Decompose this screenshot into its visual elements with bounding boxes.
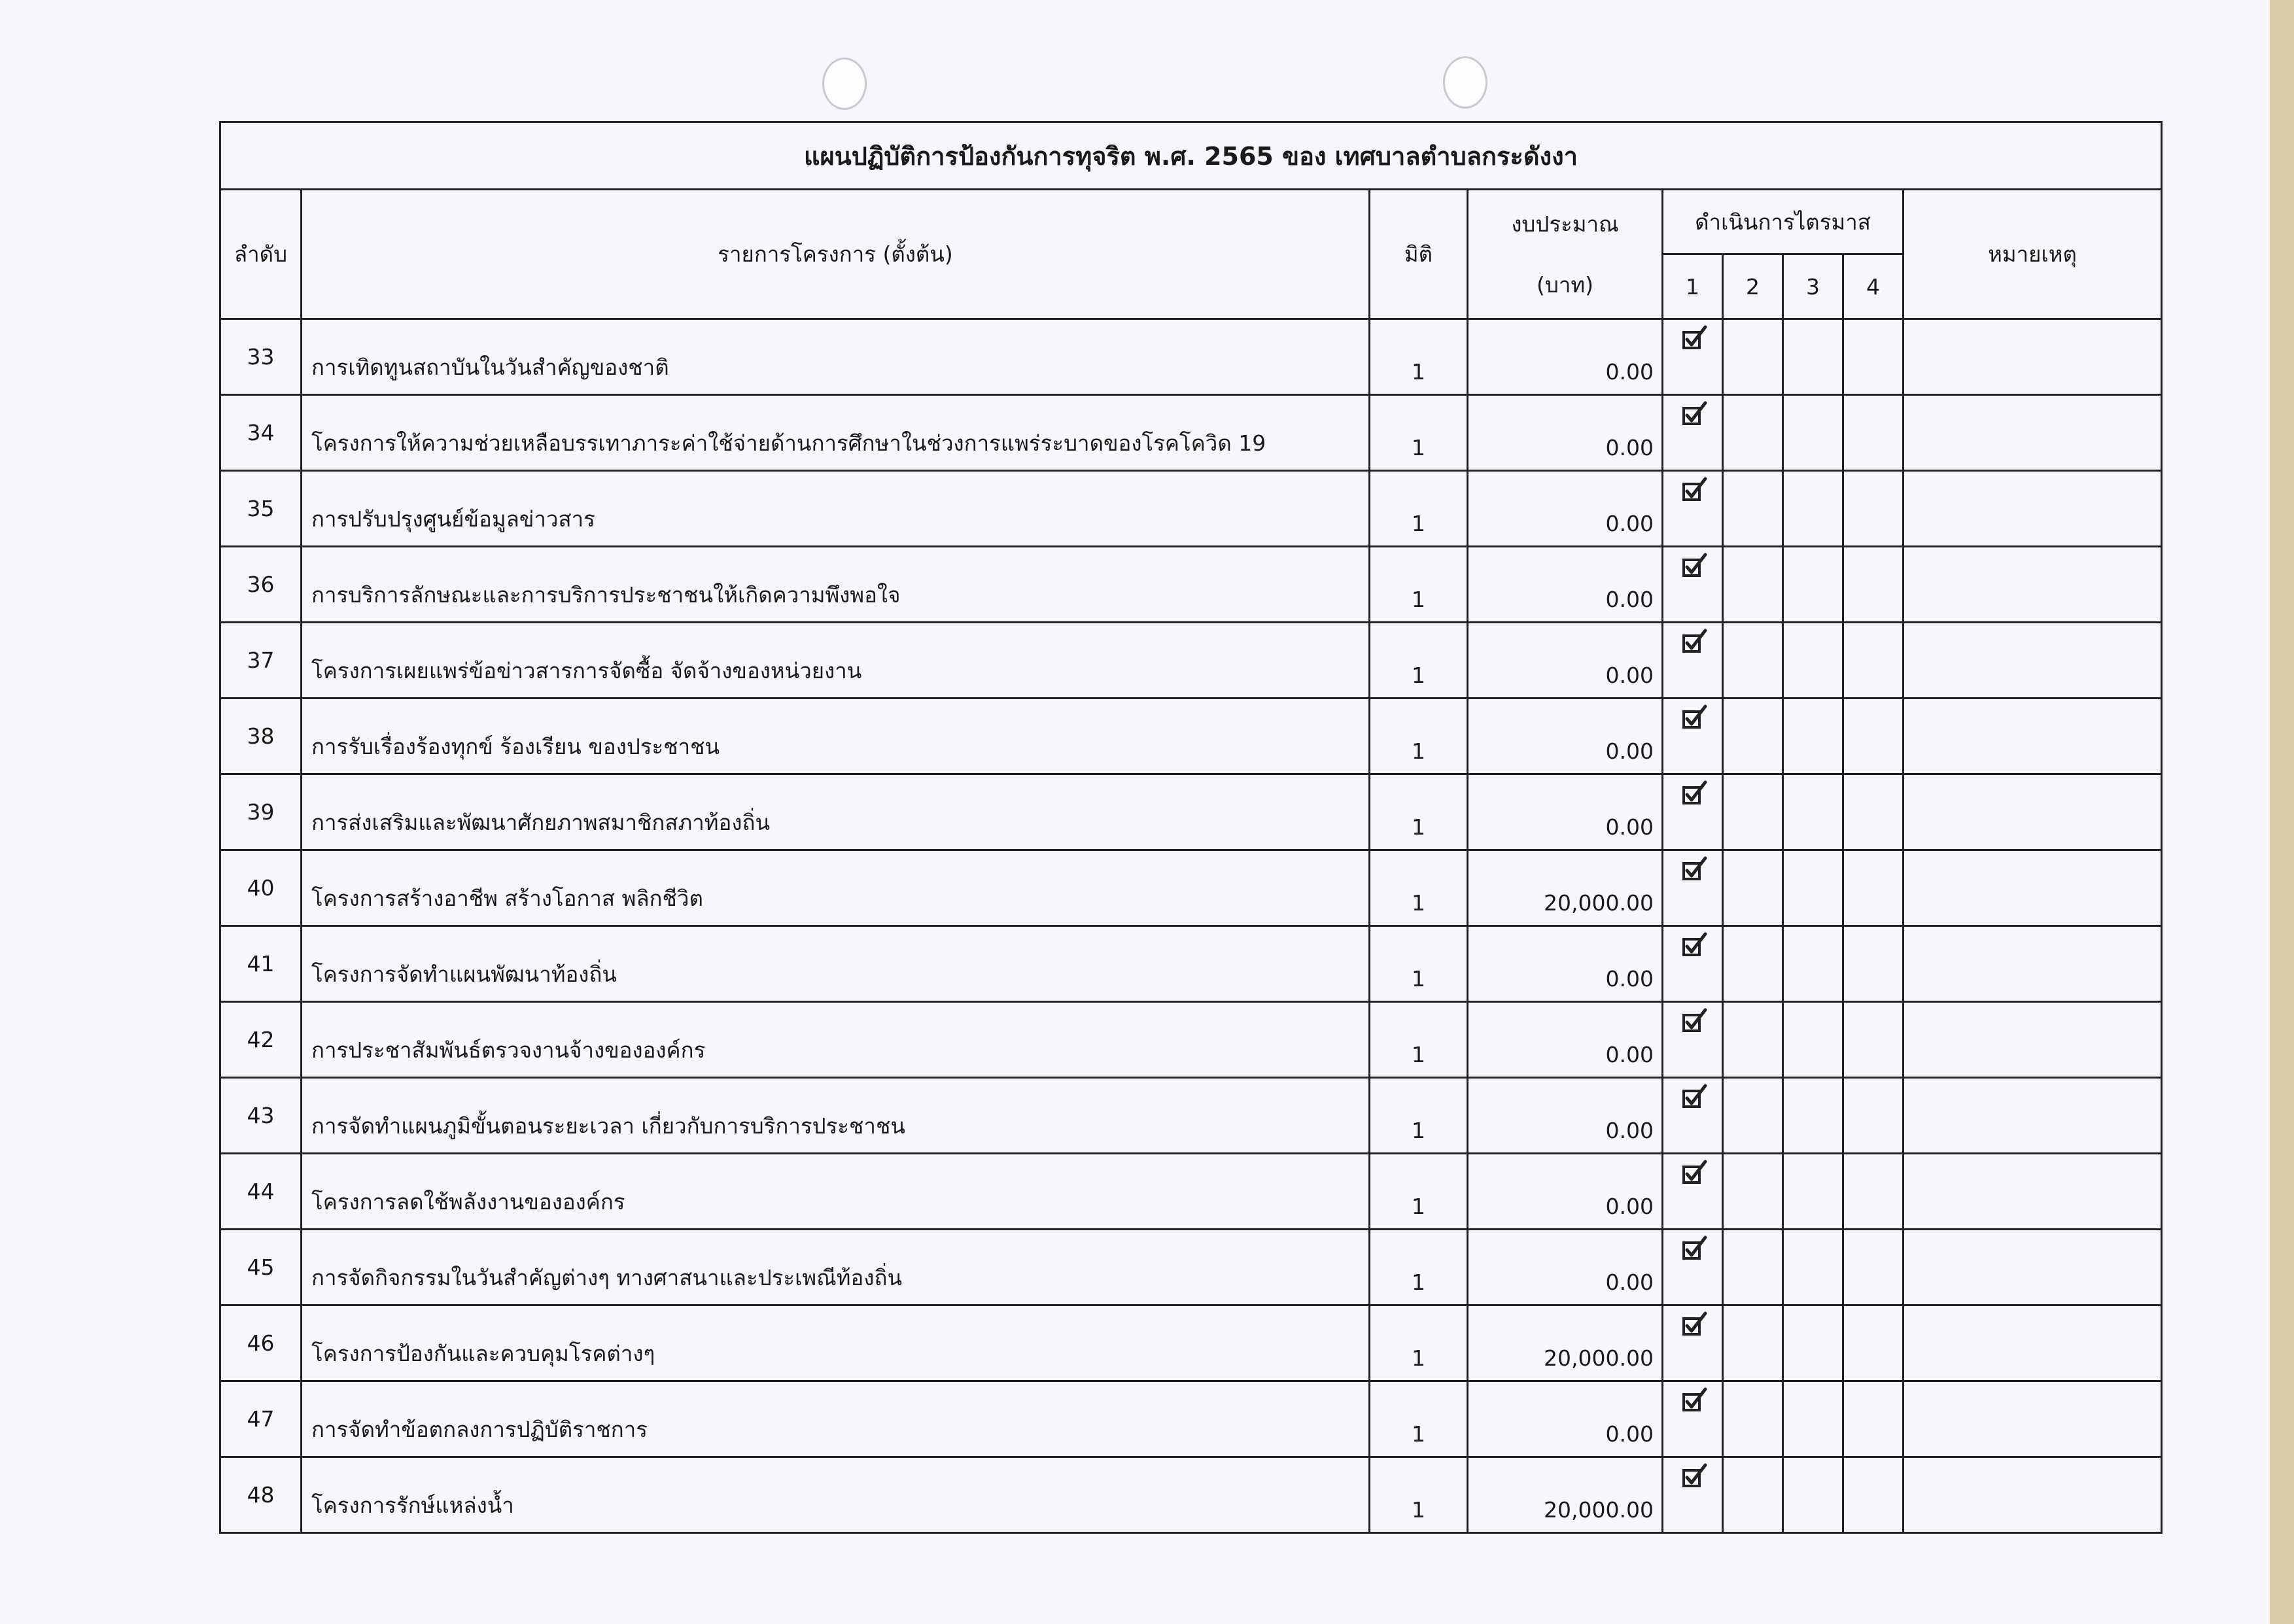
col-header-dimension: มิติ xyxy=(1370,190,1468,319)
project-name: โครงการให้ความช่วยเหลือบรรเทาภาระค่าใช้จ่ายด้านการศึกษาในช่วงการแพร่ระบาดของโรคโควิด 19 xyxy=(302,395,1370,471)
checked-box-icon xyxy=(1682,1387,1708,1413)
checked-box-icon xyxy=(1682,856,1708,882)
checked-box-icon xyxy=(1682,780,1708,806)
checked-box-icon xyxy=(1682,401,1708,427)
row-number: 48 xyxy=(220,1457,302,1533)
quarter-3-cell xyxy=(1783,1230,1843,1305)
quarter-3-cell xyxy=(1783,319,1843,395)
budget-amount: 0.00 xyxy=(1468,471,1663,547)
table-row xyxy=(220,1381,2162,1457)
project-name: โครงการจัดทำแผนพัฒนาท้องถิ่น xyxy=(302,926,1370,1002)
quarter-3-cell xyxy=(1783,1305,1843,1381)
quarter-1-cell xyxy=(1663,1230,1723,1305)
quarter-3-cell xyxy=(1783,1457,1843,1533)
row-number: 41 xyxy=(220,926,302,1002)
dimension-value: 1 xyxy=(1370,1078,1468,1154)
row-number: 42 xyxy=(220,1002,302,1078)
quarter-1-cell xyxy=(1663,547,1723,623)
budget-amount: 0.00 xyxy=(1468,547,1663,623)
quarter-4-cell xyxy=(1843,547,1903,623)
quarter-2-cell xyxy=(1723,1154,1783,1230)
table-row xyxy=(220,1305,2162,1381)
checked-box-icon xyxy=(1682,932,1708,958)
quarter-1-cell xyxy=(1663,850,1723,926)
col-header-quarter: ดำเนินการไตรมาส xyxy=(1663,190,1903,254)
dimension-value: 1 xyxy=(1370,1381,1468,1457)
checked-box-icon xyxy=(1682,477,1708,503)
quarter-1-cell xyxy=(1663,1154,1723,1230)
checked-box-icon xyxy=(1682,1235,1708,1262)
quarter-4-cell xyxy=(1843,1154,1903,1230)
dimension-value: 1 xyxy=(1370,1002,1468,1078)
checked-box-icon xyxy=(1682,1008,1708,1034)
remark-cell xyxy=(1903,1154,2162,1230)
row-number: 38 xyxy=(220,699,302,774)
quarter-1-cell xyxy=(1663,623,1723,699)
checked-box-icon xyxy=(1682,1311,1708,1338)
row-number: 40 xyxy=(220,850,302,926)
quarter-1-cell xyxy=(1663,1305,1723,1381)
quarter-4-cell xyxy=(1843,395,1903,471)
quarter-3-cell xyxy=(1783,623,1843,699)
quarter-2-cell xyxy=(1723,1002,1783,1078)
quarter-4-cell xyxy=(1843,1230,1903,1305)
row-number: 35 xyxy=(220,471,302,547)
dimension-value: 1 xyxy=(1370,623,1468,699)
quarter-2-cell xyxy=(1723,926,1783,1002)
quarter-2-cell xyxy=(1723,1305,1783,1381)
table-row xyxy=(220,395,2162,471)
quarter-2-cell xyxy=(1723,1381,1783,1457)
col-header-quarter-1: 1 xyxy=(1663,254,1723,319)
project-name: การเทิดทูนสถาบันในวันสำคัญของชาติ xyxy=(302,319,1370,395)
quarter-4-cell xyxy=(1843,1457,1903,1533)
quarter-4-cell xyxy=(1843,1002,1903,1078)
table-row xyxy=(220,319,2162,395)
budget-amount: 0.00 xyxy=(1468,1154,1663,1230)
project-name: การปรับปรุงศูนย์ข้อมูลข่าวสาร xyxy=(302,471,1370,547)
budget-amount: 0.00 xyxy=(1468,699,1663,774)
remark-cell xyxy=(1903,547,2162,623)
checked-box-icon xyxy=(1682,1084,1708,1110)
budget-amount: 0.00 xyxy=(1468,623,1663,699)
remark-cell xyxy=(1903,395,2162,471)
quarter-3-cell xyxy=(1783,471,1843,547)
budget-amount: 0.00 xyxy=(1468,926,1663,1002)
col-header-quarter-3: 3 xyxy=(1783,254,1843,319)
col-header-no: ลำดับ xyxy=(220,190,302,319)
budget-amount: 0.00 xyxy=(1468,774,1663,850)
project-name: โครงการรักษ์แหล่งน้ำ xyxy=(302,1457,1370,1533)
project-name: การจัดทำข้อตกลงการปฏิบัติราชการ xyxy=(302,1381,1370,1457)
table-row xyxy=(220,471,2162,547)
row-number: 45 xyxy=(220,1230,302,1305)
dimension-value: 1 xyxy=(1370,1230,1468,1305)
remark-cell xyxy=(1903,1078,2162,1154)
quarter-3-cell xyxy=(1783,395,1843,471)
row-number: 37 xyxy=(220,623,302,699)
quarter-4-cell xyxy=(1843,1078,1903,1154)
quarter-1-cell xyxy=(1663,1457,1723,1533)
quarter-3-cell xyxy=(1783,926,1843,1002)
remark-cell xyxy=(1903,850,2162,926)
quarter-2-cell xyxy=(1723,395,1783,471)
checked-box-icon xyxy=(1682,553,1708,579)
row-number: 47 xyxy=(220,1381,302,1457)
table-row xyxy=(220,1002,2162,1078)
table-row xyxy=(220,699,2162,774)
row-number: 46 xyxy=(220,1305,302,1381)
quarter-4-cell xyxy=(1843,623,1903,699)
quarter-1-cell xyxy=(1663,319,1723,395)
quarter-2-cell xyxy=(1723,1457,1783,1533)
col-header-quarter-4: 4 xyxy=(1843,254,1903,319)
project-name: โครงการเผยแพร่ข้อข่าวสารการจัดซื้อ จัดจ้างของหน่วยงาน xyxy=(302,623,1370,699)
quarter-3-cell xyxy=(1783,699,1843,774)
quarter-1-cell xyxy=(1663,926,1723,1002)
dimension-value: 1 xyxy=(1370,699,1468,774)
dimension-value: 1 xyxy=(1370,547,1468,623)
dimension-value: 1 xyxy=(1370,1457,1468,1533)
remark-cell xyxy=(1903,699,2162,774)
remark-cell xyxy=(1903,471,2162,547)
remark-cell xyxy=(1903,926,2162,1002)
dimension-value: 1 xyxy=(1370,395,1468,471)
quarter-4-cell xyxy=(1843,926,1903,1002)
quarter-4-cell xyxy=(1843,774,1903,850)
quarter-4-cell xyxy=(1843,1381,1903,1457)
row-number: 36 xyxy=(220,547,302,623)
remark-cell xyxy=(1903,1230,2162,1305)
quarter-2-cell xyxy=(1723,774,1783,850)
page-edge xyxy=(2270,0,2294,1624)
table-row xyxy=(220,850,2162,926)
table-row xyxy=(220,774,2162,850)
checked-box-icon xyxy=(1682,704,1708,731)
table-row xyxy=(220,926,2162,1002)
project-name: การรับเรื่องร้องทุกข์ ร้องเรียน ของประชาชน xyxy=(302,699,1370,774)
col-header-project: รายการโครงการ (ตั้งต้น) xyxy=(302,190,1370,319)
page-title: แผนปฏิบัติการป้องกันการทุจริต พ.ศ. 2565 ของ เทศบาลตำบลกระดังงา xyxy=(220,122,2162,190)
quarter-1-cell xyxy=(1663,395,1723,471)
remark-cell xyxy=(1903,1305,2162,1381)
checked-box-icon xyxy=(1682,1463,1708,1489)
budget-amount: 0.00 xyxy=(1468,319,1663,395)
col-header-budget xyxy=(1468,190,1663,319)
col-header-remark: หมายเหตุ xyxy=(1903,190,2162,319)
row-number: 44 xyxy=(220,1154,302,1230)
dimension-value: 1 xyxy=(1370,471,1468,547)
table-row xyxy=(220,1078,2162,1154)
remark-cell xyxy=(1903,1457,2162,1533)
dimension-value: 1 xyxy=(1370,774,1468,850)
quarter-3-cell xyxy=(1783,1381,1843,1457)
remark-cell xyxy=(1903,774,2162,850)
quarter-1-cell xyxy=(1663,1381,1723,1457)
dimension-value: 1 xyxy=(1370,1305,1468,1381)
project-name: การบริการลักษณะและการบริการประชาชนให้เกิดความพึงพอใจ xyxy=(302,547,1370,623)
table-row xyxy=(220,1230,2162,1305)
quarter-2-cell xyxy=(1723,471,1783,547)
project-name: โครงการสร้างอาชีพ สร้างโอกาส พลิกชีวิต xyxy=(302,850,1370,926)
quarter-2-cell xyxy=(1723,1230,1783,1305)
quarter-1-cell xyxy=(1663,699,1723,774)
budget-amount: 0.00 xyxy=(1468,1078,1663,1154)
quarter-2-cell xyxy=(1723,1078,1783,1154)
project-name: โครงการป้องกันและควบคุมโรคต่างๆ xyxy=(302,1305,1370,1381)
checked-box-icon xyxy=(1682,325,1708,351)
table-body xyxy=(220,319,2162,1533)
budget-amount: 0.00 xyxy=(1468,1230,1663,1305)
project-name: การส่งเสริมและพัฒนาศักยภาพสมาชิกสภาท้องถิ่น xyxy=(302,774,1370,850)
quarter-2-cell xyxy=(1723,699,1783,774)
quarter-2-cell xyxy=(1723,547,1783,623)
project-name: การประชาสัมพันธ์ตรวจงานจ้างขององค์กร xyxy=(302,1002,1370,1078)
quarter-4-cell xyxy=(1843,319,1903,395)
quarter-4-cell xyxy=(1843,850,1903,926)
quarter-3-cell xyxy=(1783,1002,1843,1078)
remark-cell xyxy=(1903,1002,2162,1078)
quarter-3-cell xyxy=(1783,1154,1843,1230)
quarter-3-cell xyxy=(1783,547,1843,623)
budget-amount: 20,000.00 xyxy=(1468,1457,1663,1533)
row-number: 33 xyxy=(220,319,302,395)
table-row xyxy=(220,1457,2162,1533)
table-row xyxy=(220,623,2162,699)
remark-cell xyxy=(1903,623,2162,699)
dimension-value: 1 xyxy=(1370,1154,1468,1230)
quarter-4-cell xyxy=(1843,471,1903,547)
quarter-4-cell xyxy=(1843,1305,1903,1381)
dimension-value: 1 xyxy=(1370,850,1468,926)
quarter-1-cell xyxy=(1663,471,1723,547)
col-header-budget-line1: งบประมาณ xyxy=(1511,211,1619,237)
remark-cell xyxy=(1903,1381,2162,1457)
row-number: 39 xyxy=(220,774,302,850)
budget-amount: 20,000.00 xyxy=(1468,850,1663,926)
col-header-budget-line2: (บาท) xyxy=(1537,271,1593,298)
dimension-value: 1 xyxy=(1370,319,1468,395)
row-number: 43 xyxy=(220,1078,302,1154)
budget-amount: 0.00 xyxy=(1468,1381,1663,1457)
project-name: การจัดทำแผนภูมิขั้นตอนระยะเวลา เกี่ยวกับการบริการประชาชน xyxy=(302,1078,1370,1154)
quarter-1-cell xyxy=(1663,774,1723,850)
punch-hole-left xyxy=(822,58,867,110)
quarter-2-cell xyxy=(1723,319,1783,395)
budget-amount: 0.00 xyxy=(1468,395,1663,471)
row-number: 34 xyxy=(220,395,302,471)
col-header-quarter-2: 2 xyxy=(1723,254,1783,319)
anti-corruption-plan-table xyxy=(219,121,2163,1534)
budget-amount: 20,000.00 xyxy=(1468,1305,1663,1381)
table-row xyxy=(220,1154,2162,1230)
dimension-value: 1 xyxy=(1370,926,1468,1002)
quarter-3-cell xyxy=(1783,850,1843,926)
quarter-3-cell xyxy=(1783,774,1843,850)
checked-box-icon xyxy=(1682,629,1708,655)
project-name: การจัดกิจกรรมในวันสำคัญต่างๆ ทางศาสนาและประเพณีท้องถิ่น xyxy=(302,1230,1370,1305)
budget-amount: 0.00 xyxy=(1468,1002,1663,1078)
table-row xyxy=(220,547,2162,623)
quarter-2-cell xyxy=(1723,850,1783,926)
quarter-3-cell xyxy=(1783,1078,1843,1154)
quarter-4-cell xyxy=(1843,699,1903,774)
quarter-1-cell xyxy=(1663,1002,1723,1078)
quarter-2-cell xyxy=(1723,623,1783,699)
quarter-1-cell xyxy=(1663,1078,1723,1154)
remark-cell xyxy=(1903,319,2162,395)
checked-box-icon xyxy=(1682,1160,1708,1186)
punch-hole-right xyxy=(1443,56,1487,109)
project-name: โครงการลดใช้พลังงานขององค์กร xyxy=(302,1154,1370,1230)
